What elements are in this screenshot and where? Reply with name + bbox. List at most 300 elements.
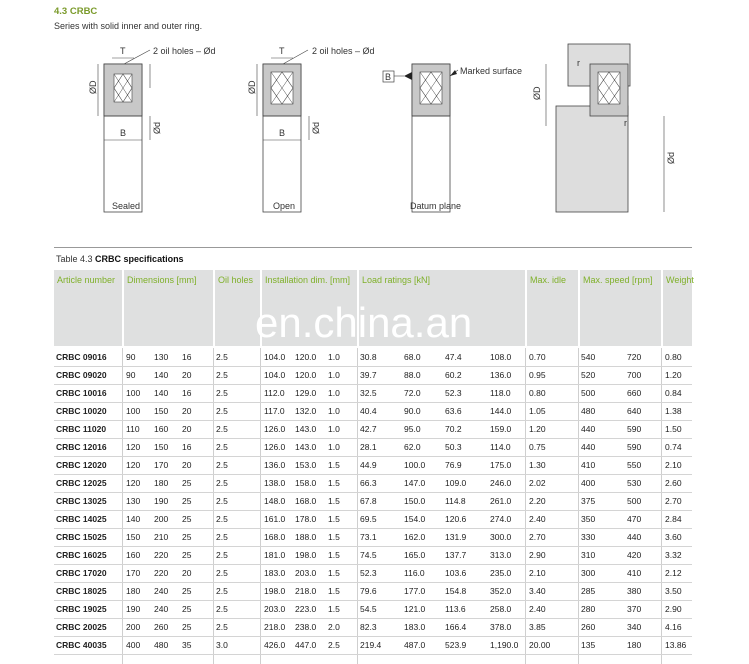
table-cell: 60.2: [445, 370, 462, 380]
table-cell: 147.0: [404, 478, 426, 488]
table-cell: 520: [581, 370, 596, 380]
table-cell: 154.0: [404, 514, 426, 524]
open-t-label: T: [279, 46, 285, 56]
table-cell: 440: [581, 442, 596, 452]
table-cell: 168.0: [264, 532, 286, 542]
table-cell: 190: [126, 604, 141, 614]
table-cell: 540: [581, 352, 596, 362]
table-cell: 198.0: [264, 586, 286, 596]
header-oil-holes: Oil holes: [213, 270, 260, 346]
header-max-speed: Max. speed [rpm]: [578, 270, 661, 346]
table-cell: 16: [182, 352, 192, 362]
install-dh-label: Ød: [666, 151, 676, 164]
table-row: [54, 438, 692, 457]
table-cell: 380: [627, 586, 642, 596]
table-cell: 117.0: [264, 406, 285, 416]
table-cell: 154.8: [445, 586, 467, 596]
table-cell: 400: [126, 640, 141, 650]
table-cell: 110: [126, 424, 140, 434]
article-number: CRBC 20025: [56, 622, 107, 632]
table-cell: 120: [126, 460, 141, 470]
table-cell: 2.90: [665, 604, 682, 614]
table-cell: 190: [154, 496, 169, 506]
table-cell: 120: [126, 478, 141, 488]
caption-open: Open: [273, 201, 296, 211]
table-cell: 246.0: [490, 478, 512, 488]
table-cell: 160: [154, 424, 169, 434]
table-cell: 150: [126, 532, 141, 542]
table-cell: 144.0: [490, 406, 512, 416]
table-cell: 175.0: [490, 460, 512, 470]
table-cell: 2.5: [216, 460, 228, 470]
sealed-t-label: T: [120, 46, 126, 56]
table-row: [54, 618, 692, 637]
table-cell: 240: [154, 604, 169, 614]
table-cell: 3.50: [665, 586, 682, 596]
table-cell: 1.5: [328, 514, 340, 524]
table-cell: 72.0: [404, 388, 421, 398]
table-cell: 470: [627, 514, 642, 524]
table-cell: 158.0: [295, 478, 317, 488]
table-cell: 160: [126, 550, 141, 560]
table-cell: 20: [182, 568, 192, 578]
table-cell: 153.0: [295, 460, 317, 470]
sealed-id-label: Ød: [152, 121, 162, 134]
table-cell: 50.3: [445, 442, 462, 452]
table-cell: 126.0: [264, 424, 286, 434]
article-number: CRBC 12020: [56, 460, 107, 470]
table-cell: 350: [581, 514, 596, 524]
table-cell: 640: [627, 406, 642, 416]
table-cell: 140: [154, 388, 169, 398]
table-cell: 378.0: [490, 622, 512, 632]
table-cell: 3.60: [665, 532, 682, 542]
table-cell: 20: [182, 370, 192, 380]
article-number: CRBC 17020: [56, 568, 107, 578]
table-cell: 220: [154, 550, 169, 560]
open-oil-label: 2 oil holes – Ød: [312, 46, 375, 56]
table-cell: 2.5: [216, 424, 228, 434]
table-cell: 300.0: [490, 532, 512, 542]
table-cell: 44.9: [360, 460, 377, 470]
article-number: CRBC 10016: [56, 388, 107, 398]
open-id-label: Ød: [311, 121, 321, 134]
table-row: [54, 456, 692, 475]
table-cell: 1.05: [529, 406, 546, 416]
table-cell: 1.5: [328, 496, 340, 506]
table-cell: 121.0: [404, 604, 426, 614]
section-title: 4.3 CRBC: [54, 6, 98, 17]
table-cell: 188.0: [295, 532, 317, 542]
header-installation: Installation dim. [mm]: [260, 270, 357, 346]
open-b-label: B: [279, 128, 286, 138]
article-number: CRBC 12016: [56, 442, 107, 452]
table-cell: 1.0: [328, 424, 340, 434]
table-title: [54, 247, 692, 271]
table-cell: 2.5: [216, 604, 228, 614]
table-cell: 530: [627, 478, 642, 488]
table-cell: 180: [154, 478, 169, 488]
table-row: [54, 546, 692, 565]
table-cell: 2.5: [216, 514, 228, 524]
table-cell: 1,190.0: [490, 640, 519, 650]
table-cell: 0.80: [529, 388, 546, 398]
table-cell: 0.75: [529, 442, 546, 452]
table-cell: 82.3: [360, 622, 377, 632]
article-number: CRBC 40035: [56, 640, 107, 650]
table-cell: 1.5: [328, 604, 340, 614]
article-number: CRBC 15025: [56, 532, 107, 542]
table-cell: 2.02: [529, 478, 546, 488]
table-cell: 150: [154, 442, 169, 452]
table-cell: 143.0: [295, 442, 317, 452]
table-row: [54, 528, 692, 547]
table-cell: 2.5: [216, 622, 228, 632]
table-cell: 100: [126, 388, 141, 398]
table-cell: 2.5: [216, 352, 228, 362]
table-cell: 1.0: [328, 406, 340, 416]
table-cell: 1.0: [328, 388, 340, 398]
table-cell: 720: [627, 352, 642, 362]
article-number: CRBC 12025: [56, 478, 107, 488]
table-cell: 2.5: [216, 370, 228, 380]
table-cell: 16: [182, 442, 192, 452]
table-cell: 410: [627, 568, 642, 578]
table-cell: 1.20: [529, 424, 546, 434]
bearing-diagrams: [0, 36, 749, 216]
table-cell: 487.0: [404, 640, 426, 650]
table-cell: 0.80: [665, 352, 682, 362]
table-cell: 120.0: [295, 370, 317, 380]
table-cell: 159.0: [490, 424, 512, 434]
table-cell: 140: [126, 514, 141, 524]
table-cell: 0.70: [529, 352, 546, 362]
table-cell: 523.9: [445, 640, 467, 650]
table-cell: 63.6: [445, 406, 462, 416]
table-cell: 2.90: [529, 550, 546, 560]
table-cell: 103.6: [445, 568, 467, 578]
table-cell: 90.0: [404, 406, 421, 416]
table-cell: 4.16: [665, 622, 682, 632]
table-cell: 25: [182, 586, 192, 596]
table-cell: 183.0: [264, 568, 286, 578]
table-cell: 79.6: [360, 586, 377, 596]
table-cell: 52.3: [360, 568, 377, 578]
table-cell: 660: [627, 388, 642, 398]
table-cell: 2.5: [216, 568, 228, 578]
table-cell: 3.40: [529, 586, 546, 596]
table-cell: 120: [126, 442, 141, 452]
table-cell: 223.0: [295, 604, 317, 614]
table-cell: 2.5: [216, 478, 228, 488]
table-row: [54, 636, 692, 655]
table-cell: 148.0: [264, 496, 286, 506]
table-cell: 1.0: [328, 442, 340, 452]
table-cell: 54.5: [360, 604, 377, 614]
table-cell: 218.0: [264, 622, 286, 632]
table-cell: 130: [154, 352, 169, 362]
table-cell: 1.0: [328, 352, 340, 362]
table-cell: 1.5: [328, 478, 340, 488]
table-cell: 1.5: [328, 532, 340, 542]
table-cell: 700: [627, 370, 642, 380]
table-cell: 178.0: [295, 514, 317, 524]
table-cell: 25: [182, 604, 192, 614]
table-cell: 90: [126, 370, 136, 380]
table-cell: 120.0: [295, 352, 317, 362]
table-cell: 2.5: [216, 550, 228, 560]
table-cell: 150.0: [404, 496, 426, 506]
table-cell: 330: [581, 532, 596, 542]
table-cell: 220: [154, 568, 169, 578]
table-cell: 2.5: [216, 442, 228, 452]
table-cell: 20.00: [529, 640, 551, 650]
table-cell: 274.0: [490, 514, 512, 524]
table-cell: 180: [627, 640, 642, 650]
table-cell: 114.0: [490, 442, 511, 452]
table-cell: 67.8: [360, 496, 377, 506]
article-number: CRBC 09016: [56, 352, 107, 362]
header-load-ratings: Load ratings [kN]: [357, 270, 525, 346]
table-cell: 198.0: [295, 550, 317, 560]
table-cell: 16: [182, 388, 192, 398]
table-cell: 200: [154, 514, 169, 524]
table-cell: 42.7: [360, 424, 377, 434]
table-cell: 40.4: [360, 406, 377, 416]
caption-datum: Datum plane: [410, 201, 462, 211]
table-cell: 3.32: [665, 550, 682, 560]
table-cell: 180: [126, 586, 141, 596]
table-cell: 1.5: [328, 568, 340, 578]
table-cell: 28.1: [360, 442, 377, 452]
table-cell: 370: [627, 604, 642, 614]
table-cell: 73.1: [360, 532, 377, 542]
table-cell: 20: [182, 424, 192, 434]
table-cell: 300: [581, 568, 596, 578]
table-cell: 137.7: [445, 550, 467, 560]
table-row: [54, 600, 692, 619]
watermark: en.china.an: [255, 299, 473, 346]
table-cell: 108.0: [490, 352, 512, 362]
table-row: [54, 402, 692, 421]
table-cell: 177.0: [404, 586, 426, 596]
table-cell: 2.5: [216, 496, 228, 506]
article-number: CRBC 14025: [56, 514, 107, 524]
article-number: CRBC 09020: [56, 370, 107, 380]
table-cell: 2.84: [665, 514, 682, 524]
table-cell: 136.0: [490, 370, 512, 380]
table-cell: 131.9: [445, 532, 467, 542]
diagram-datum: [383, 64, 522, 212]
table-cell: 162.0: [404, 532, 426, 542]
table-cell: 161.0: [264, 514, 286, 524]
table-cell: 1.30: [529, 460, 546, 470]
table-cell: 219.4: [360, 640, 382, 650]
table-cell: 170: [126, 568, 141, 578]
table-cell: 120.6: [445, 514, 467, 524]
table-cell: 32.5: [360, 388, 377, 398]
table-cell: 3.0: [216, 640, 228, 650]
table-cell: 2.5: [216, 388, 228, 398]
table-cell: 25: [182, 550, 192, 560]
table-cell: 132.0: [295, 406, 317, 416]
table-cell: 166.4: [445, 622, 467, 632]
install-ra-bottom: r: [624, 118, 627, 128]
table-cell: 2.20: [529, 496, 546, 506]
header-max-idle: Max. idle: [525, 270, 578, 346]
table-cell: 0.84: [665, 388, 682, 398]
table-cell: 140: [154, 370, 169, 380]
table-cell: 203.0: [295, 568, 317, 578]
section-subtitle: Series with solid inner and outer ring.: [54, 21, 203, 31]
diagram-open: [247, 46, 375, 212]
table-cell: 181.0: [264, 550, 286, 560]
caption-sealed: Sealed: [112, 201, 141, 211]
sealed-od-label: ØD: [88, 80, 98, 94]
table-cell: 3.85: [529, 622, 546, 632]
table-cell: 129.0: [295, 388, 317, 398]
header-weight: Weight: [661, 270, 692, 346]
table-cell: 550: [627, 460, 642, 470]
table-row: [54, 366, 692, 385]
table-cell: 100: [126, 406, 141, 416]
table-row: [54, 582, 692, 601]
table-cell: 2.40: [529, 604, 546, 614]
table-row: [54, 564, 692, 583]
table-cell: 480: [581, 406, 596, 416]
table-cell: 590: [627, 442, 642, 452]
table-cell: 590: [627, 424, 642, 434]
table-cell: 2.5: [216, 586, 228, 596]
table-title-prefix: Table 4.3: [56, 254, 93, 264]
open-od-label: ØD: [247, 80, 257, 94]
table-row: [54, 420, 692, 439]
table-row: [54, 474, 692, 493]
article-number: CRBC 10020: [56, 406, 107, 416]
table-cell: 500: [581, 388, 596, 398]
table-cell: 500: [627, 496, 642, 506]
table-cell: 52.3: [445, 388, 462, 398]
article-number: CRBC 19025: [56, 604, 107, 614]
table-cell: 95.0: [404, 424, 421, 434]
table-cell: 69.5: [360, 514, 377, 524]
table-cell: 2.60: [665, 478, 682, 488]
table-cell: 313.0: [490, 550, 512, 560]
table-cell: 165.0: [404, 550, 426, 560]
sealed-b-label: B: [120, 128, 127, 138]
table-cell: 138.0: [264, 478, 286, 488]
table-cell: 375: [581, 496, 596, 506]
table-cell: 116.0: [404, 568, 425, 578]
table-cell: 2.70: [665, 496, 682, 506]
table-cell: 238.0: [295, 622, 317, 632]
table-cell: 440: [627, 532, 642, 542]
table-cell: 285: [581, 586, 596, 596]
table-cell: 2.70: [529, 532, 546, 542]
diagram-install: [532, 44, 676, 212]
table-title-text: CRBC specifications: [95, 254, 184, 264]
table-cell: 210: [154, 532, 169, 542]
install-da-label: ØD: [532, 86, 542, 100]
table-cell: 426.0: [264, 640, 286, 650]
article-number: CRBC 16025: [56, 550, 107, 560]
table-cell: 88.0: [404, 370, 421, 380]
table-cell: 47.4: [445, 352, 462, 362]
table-cell: 258.0: [490, 604, 512, 614]
table-cell: 68.0: [404, 352, 421, 362]
header-article: Article number: [57, 275, 116, 285]
table-cell: 480: [154, 640, 169, 650]
table-cell: 114.8: [445, 496, 466, 506]
table-cell: 1.5: [328, 586, 340, 596]
table-cell: 62.0: [404, 442, 421, 452]
datum-marked-label: Marked surface: [460, 66, 523, 76]
sealed-oil-label: 2 oil holes – Ød: [153, 46, 216, 56]
article-number: CRBC 18025: [56, 586, 107, 596]
table-cell: 1.5: [328, 550, 340, 560]
table-cell: 260: [581, 622, 596, 632]
table-cell: 90: [126, 352, 136, 362]
table-cell: 25: [182, 496, 192, 506]
table-cell: 2.5: [216, 532, 228, 542]
table-cell: 340: [627, 622, 642, 632]
table-cell: 170: [154, 460, 169, 470]
table-cell: 2.5: [328, 640, 340, 650]
table-row: [54, 510, 692, 529]
table-cell: 280: [581, 604, 596, 614]
table-cell: 35: [182, 640, 192, 650]
table-cell: 1.20: [665, 370, 682, 380]
article-number: CRBC 11020: [56, 424, 107, 434]
datum-marker: B: [385, 72, 392, 82]
table-cell: 20: [182, 406, 192, 416]
table-cell: 1.5: [328, 460, 340, 470]
table-cell: 143.0: [295, 424, 317, 434]
table-cell: 2.0: [328, 622, 340, 632]
table-cell: 447.0: [295, 640, 317, 650]
table-cell: 0.74: [665, 442, 682, 452]
table-cell: 2.40: [529, 514, 546, 524]
table-cell: 39.7: [360, 370, 377, 380]
table-cell: 2.10: [665, 460, 682, 470]
install-ra-top: r: [577, 58, 580, 68]
table-cell: 13.86: [665, 640, 687, 650]
table-row: [54, 348, 692, 367]
table-cell: 2.5: [216, 406, 228, 416]
table-cell: 240: [154, 586, 169, 596]
table-cell: 25: [182, 532, 192, 542]
table-cell: 1.50: [665, 424, 682, 434]
table-cell: 0.95: [529, 370, 546, 380]
table-cell: 1.0: [328, 370, 340, 380]
table-cell: 150: [154, 406, 169, 416]
table-cell: 136.0: [264, 460, 286, 470]
table-cell: 352.0: [490, 586, 512, 596]
table-cell: 400: [581, 478, 596, 488]
table-cell: 100.0: [404, 460, 426, 470]
table-cell: 1.38: [665, 406, 682, 416]
table-cell: 109.0: [445, 478, 467, 488]
table-cell: 104.0: [264, 352, 286, 362]
table-cell: 66.3: [360, 478, 377, 488]
table-row: [54, 384, 692, 403]
table-cell: 168.0: [295, 496, 317, 506]
table-cell: 260: [154, 622, 169, 632]
table-cell: 261.0: [490, 496, 512, 506]
table-cell: 420: [627, 550, 642, 560]
table-cell: 310: [581, 550, 596, 560]
table-cell: 25: [182, 622, 192, 632]
